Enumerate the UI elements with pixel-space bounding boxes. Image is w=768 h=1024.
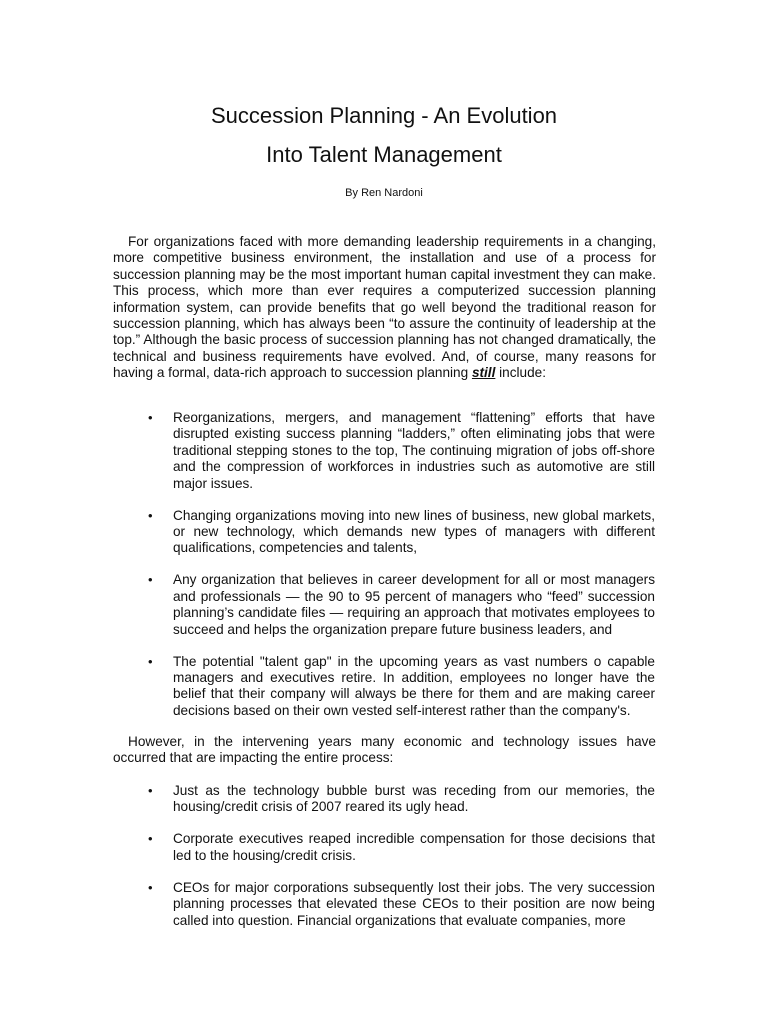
list-item-text: Corporate executives reaped incredible compensation for those decisions that led to the housing/credit crisis. (173, 831, 655, 863)
issues-bullet-list (148, 783, 655, 945)
intro-paragraph (113, 234, 656, 382)
list-item (148, 831, 655, 864)
list-item (148, 572, 655, 638)
bullet-icon: • (148, 572, 153, 588)
list-item (148, 508, 655, 557)
list-item-text: Just as the technology bubble burst was receding from our memories, the housing/credit crisis of 2007 reared its ugly head. (173, 783, 655, 815)
list-item-text: Changing organizations moving into new lines of business, new global markets, or new technology, which demands new types of managers with different qualifications, competencies and talents, (173, 507, 655, 556)
list-item (148, 880, 655, 929)
bullet-icon: • (148, 879, 153, 895)
second-paragraph-text: However, in the intervening years many economic and technology issues have occurred that are impacting the entire process: (113, 734, 656, 766)
second-paragraph (113, 734, 656, 767)
intro-paragraph-emphasis: still (471, 365, 496, 381)
list-item-text: CEOs for major corporations subsequently lost their jobs. The very succession planning processes that elevated these CEOs to their position are now being called into question. Financial organizations that evaluate companies, more (173, 879, 655, 928)
bullet-icon: • (148, 831, 153, 847)
list-item-text: Reorganizations, mergers, and management “flattening” efforts that have disrupted existing success planning “ladders,” often eliminating jobs that were traditional stepping stones to the top, The continuing migration of jobs off-shore and the compression of workforces in industries such as automotive are still major issues. (173, 410, 655, 491)
bullet-icon: • (148, 410, 153, 425)
bullet-icon: • (148, 507, 153, 523)
intro-paragraph-text: For organizations faced with more demanding leadership requirements in a changing, more competitive business environment, the installation and use of a process for succession planning may be the most important human capital investment they can make. This process, which more than ever requires a computerized succession planning information system, can provide benefits that go well beyond the traditional reason for succession planning, which has always been “to assure the continuity of leadership at the top.” Although the basic process of succession planning has not changed dramatically, the technical and business requirements have evolved. And, of course, many reasons for having a formal, data-rich approach to succession planning (113, 234, 656, 381)
author-byline: By Ren Nardoni (345, 187, 423, 199)
list-item (148, 654, 655, 720)
list-item (148, 783, 655, 816)
document-title-line-2: Into Talent Management (266, 142, 502, 167)
list-item-text: The potential "talent gap" in the upcoming years as vast numbers o capable managers and executives retire. In addition, employees no longer have the belief that their company will always be there for them and are making career decisions based on their own vested self-interest rather than the company's. (173, 653, 655, 718)
list-item (148, 410, 655, 492)
document-title-line-1: Succession Planning - An Evolution (210, 103, 558, 128)
bullet-icon: • (148, 783, 153, 798)
list-item-text: Any organization that believes in career development for all or most managers and professionals — the 90 to 95 percent of managers who “feed” succession planning’s candidate files — requiring an approach that motivates employees to succeed and helps the organization prepare future business leaders, and (173, 572, 655, 637)
intro-paragraph-end: include: (495, 365, 546, 381)
bullet-icon: • (148, 653, 153, 669)
reasons-bullet-list (148, 410, 655, 735)
